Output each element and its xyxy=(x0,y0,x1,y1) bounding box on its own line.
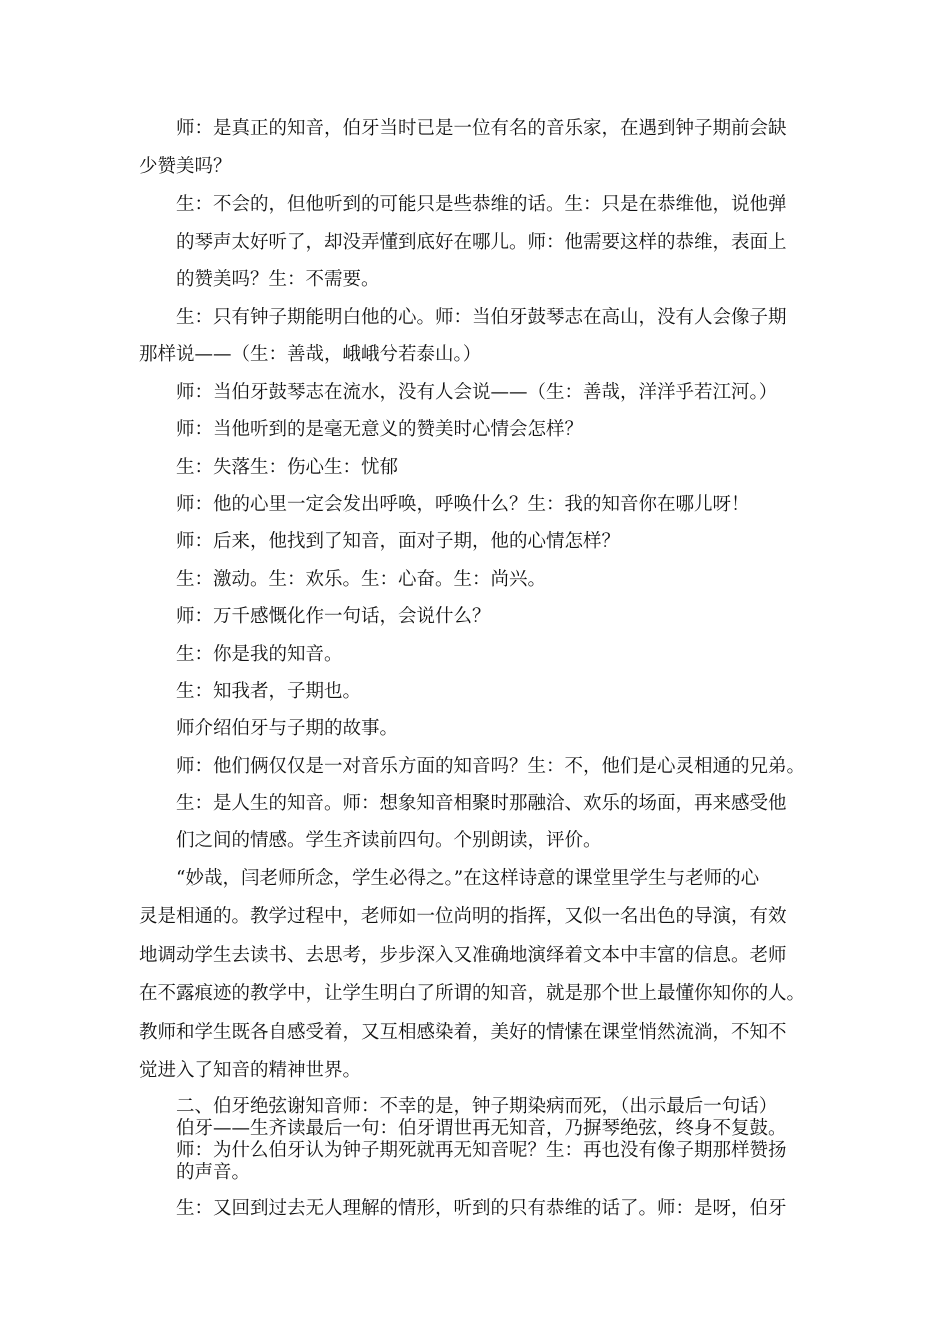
text-line: 生：不会的，但他听到的可能只是些恭维的话。生：只是在恭维他，说他弹 xyxy=(176,194,787,215)
text-line: 生：又回到过去无人理解的情形，听到的只有恭维的话了。师：是呀，伯牙 xyxy=(176,1198,787,1219)
text-line: 生：知我者，子期也。 xyxy=(176,681,362,702)
text-line: 师：是真正的知音，伯牙当时已是一位有名的音乐家，在遇到钟子期前会缺 xyxy=(176,118,787,139)
text-line: 师：当他听到的是毫无意义的赞美时心情会怎样？ xyxy=(176,419,584,440)
text-line: 伯牙——生齐读最后一句：伯牙谓世再无知音，乃摒琴绝弦，终身不复鼓。 xyxy=(176,1118,787,1139)
text-line: 二、伯牙绝弦谢知音师：不幸的是，钟子期染病而死，（出示最后一句话） xyxy=(176,1096,778,1117)
text-line: 灵是相通的。教学过程中，老师如一位尚明的指挥，又似一名出色的导演，有效 xyxy=(139,906,787,927)
text-line: 们之间的情感。学生齐读前四句。个别朗读，评价。 xyxy=(176,830,602,851)
text-line: 的琴声太好听了，却没弄懂到底好在哪儿。师：他需要这样的恭维，表面上 xyxy=(176,232,787,253)
text-line: 生：失落生：伤心生：忧郁 xyxy=(176,457,399,478)
text-line: 少赞美吗？ xyxy=(139,156,232,177)
text-line: 师：为什么伯牙认为钟子期死就再无知音呢？生：再也没有像子期那样赞扬 xyxy=(176,1140,787,1161)
text-line: 在不露痕迹的教学中，让学生明白了所谓的知音，就是那个世上最懂你知你的人。 xyxy=(139,983,806,1004)
text-line: 的赞美吗？生：不需要。 xyxy=(176,269,380,290)
text-line: 生：激动。生：欢乐。生：心奋。生：尚兴。 xyxy=(176,569,547,590)
text-line: 那样说——（生：善哉，峨峨兮若泰山。） xyxy=(139,344,482,365)
text-line: 生：是人生的知音。师：想象知音相聚时那融洽、欢乐的场面，再来感受他 xyxy=(176,793,787,814)
text-line: 师：万千感慨化作一句话，会说什么？ xyxy=(176,606,491,627)
text-line: “妙哉，闫老师所念，学生必得之。”在这样诗意的课堂里学生与老师的心 xyxy=(176,868,760,889)
text-line: 师介绍伯牙与子期的故事。 xyxy=(176,718,399,739)
text-line: 教师和学生既各自感受着，又互相感染着，美好的情愫在课堂悄然流淌，不知不 xyxy=(139,1022,787,1043)
text-line: 觉进入了知音的精神世界。 xyxy=(139,1060,362,1081)
text-line: 师：他的心里一定会发出呼唤，呼唤什么？生：我的知音你在哪儿呀！ xyxy=(176,494,750,515)
text-line: 师：他们俩仅仅是一对音乐方面的知音吗？生：不，他们是心灵相通的兄弟。 xyxy=(176,756,806,777)
text-line: 地调动学生去读书、去思考，步步深入又准确地演绎着文本中丰富的信息。老师 xyxy=(139,945,787,966)
text-line: 师：后来，他找到了知音，面对子期，他的心情怎样？ xyxy=(176,531,621,552)
text-line: 生：你是我的知音。 xyxy=(176,644,343,665)
text-line: 师：当伯牙鼓琴志在流水，没有人会说——（生：善哉，洋洋乎若江河。） xyxy=(176,382,778,403)
text-line: 生：只有钟子期能明白他的心。师：当伯牙鼓琴志在高山，没有人会像子期 xyxy=(176,307,787,328)
text-line: 的声音。 xyxy=(176,1162,251,1183)
